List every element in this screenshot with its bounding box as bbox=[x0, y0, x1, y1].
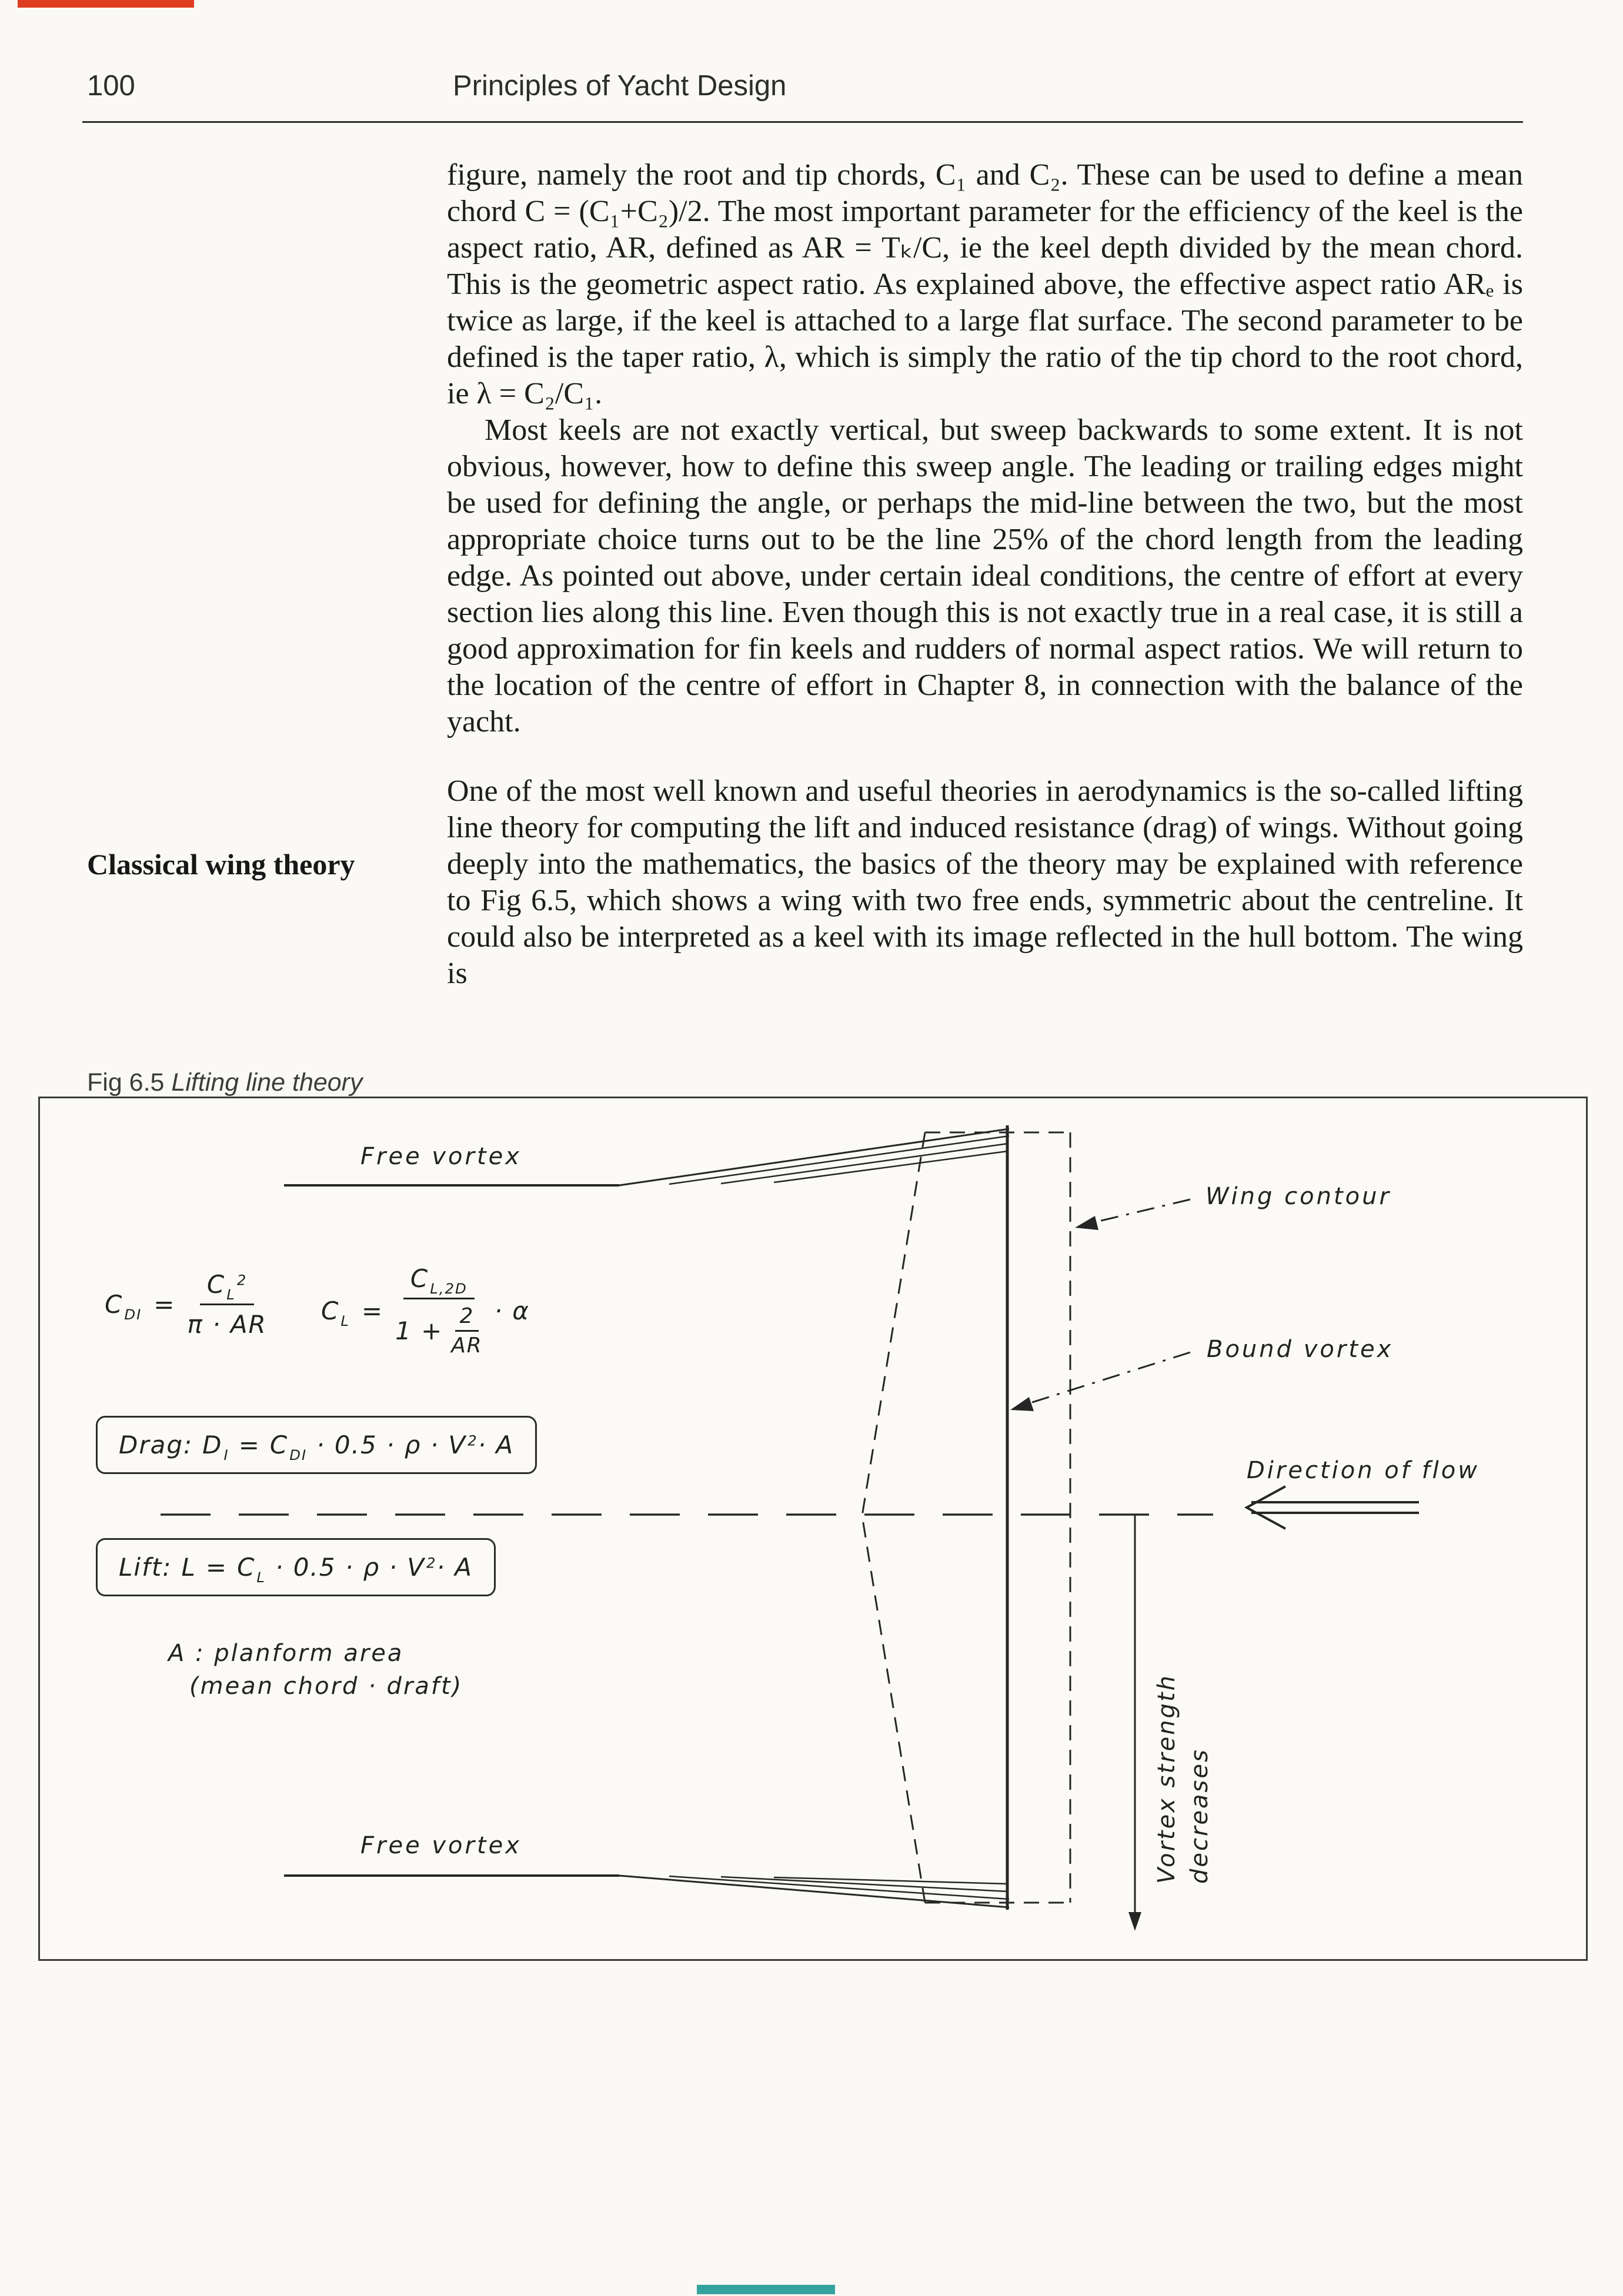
figure-6-5 bbox=[38, 1097, 1588, 1961]
lift-label: Lift: bbox=[119, 1553, 172, 1582]
section-heading: Classical wing theory bbox=[87, 848, 355, 881]
wing-contour-leader-arrow bbox=[1075, 1216, 1098, 1230]
vortex-strength-line2: decreases bbox=[1186, 1748, 1213, 1884]
lift-formula-box: Lift: L = C L · 0.5 · ρ · V 2 · A bbox=[96, 1538, 496, 1596]
scan-artifact-bottom bbox=[697, 2285, 835, 2294]
free-vortex-bottom-label: Free vortex bbox=[360, 1832, 522, 1859]
formula-cl-lhs: C L bbox=[321, 1296, 350, 1329]
paragraph-3: One of the most well known and useful theories in aerodynamics is the so-called lifting line theory for computing the lift and induced resistance (drag) of wings. Without going deeply into the mathematics, the basics of the theory may be explained with reference to Fig 6.5, which shows a wing with two free ends, symmetric about the centreline. It could also be interpreted as a keel with its image reflected in the hull bottom. The wing is bbox=[447, 774, 1523, 990]
header-rule bbox=[82, 121, 1523, 123]
lifting-line-diagram bbox=[40, 1098, 1586, 1959]
bound-vortex-label: Bound vortex bbox=[1207, 1336, 1394, 1363]
formula-cdi-lhs: C DI bbox=[105, 1290, 142, 1323]
bound-vortex-leader bbox=[1027, 1352, 1190, 1404]
body-text-column bbox=[447, 157, 1523, 992]
figure-caption-number: Fig 6.5 bbox=[87, 1068, 165, 1097]
figure-caption bbox=[87, 1068, 363, 1097]
formula-cl-fraction: C L,2D 1 + $\frac{2}{AR}$ bbox=[395, 1264, 483, 1358]
planform-area-line1: A : planform area bbox=[168, 1640, 404, 1667]
vortex-strength-line1: Vortex strength bbox=[1153, 1674, 1180, 1884]
page-number: 100 bbox=[87, 70, 135, 102]
vortex-strength-arrowhead bbox=[1128, 1912, 1141, 1931]
vortex-strength-label bbox=[1150, 1674, 1216, 1884]
free-vortex-top-label: Free vortex bbox=[360, 1143, 522, 1170]
page-header bbox=[82, 69, 1523, 107]
planform-area-line2: (mean chord · draft) bbox=[189, 1673, 463, 1700]
direction-of-flow-label: Direction of flow bbox=[1247, 1457, 1480, 1484]
wing-contour-leader bbox=[1091, 1199, 1190, 1223]
page-title: Principles of Yacht Design bbox=[453, 70, 787, 102]
equals-sign: = bbox=[153, 1290, 176, 1319]
bound-vortex-leader-arrow bbox=[1010, 1397, 1034, 1411]
paragraph-2: Most keels are not exactly vertical, but sweep backwards to some extent. It is not obvious, however, how to define this sweep angle. The leading or trailing edges might be used for defining the angle, or perhaps the mid-line between the two, but the most appropriate choice turns out to be the line 25% of the chord length from the leading edge. As pointed out above, under certain ideal conditions, the centre of effort at every section lies along this line. Even though this is not exactly true in a real case, it is still a good approximation for fin keels and rudders of normal aspect ratios. We will return to the location of the centre of effort in Chapter 8, in connection with the balance of the yacht. bbox=[447, 413, 1523, 738]
figure-caption-title: Lifting line theory bbox=[171, 1068, 363, 1097]
paragraph-1: figure, namely the root and tip chords, C₁ and C₂. These can be used to define a mean chord C = (C₁+C₂)/2. The most important parameter for the efficiency of the keel is the aspect ratio, AR, defined as AR = Tₖ/C, ie the keel depth divided by the mean chord. This is the geometric aspect ratio. As explained above, the effective aspect ratio ARₑ is twice as large, if the keel is attached to a large flat surface. The second parameter to be defined is the taper ratio, λ, which is simply the ratio of the tip chord to the root chord, ie λ = C₂/C₁. bbox=[447, 158, 1523, 410]
formula-cdi bbox=[105, 1270, 267, 1339]
equals-sign: = bbox=[361, 1296, 384, 1325]
wing-contour-label: Wing contour bbox=[1205, 1183, 1391, 1210]
free-vortex-bottom-lines bbox=[284, 1876, 1009, 1907]
direction-of-flow-arrow bbox=[1247, 1486, 1419, 1529]
mini-fraction: $\frac{2}{AR}$ bbox=[451, 1304, 483, 1358]
formula-cl bbox=[321, 1264, 530, 1358]
planform-area-note bbox=[168, 1637, 463, 1703]
drag-formula-box: Drag: D I = C DI · 0.5 · ρ · V 2 · A bbox=[96, 1416, 537, 1474]
wing-contour-outline bbox=[862, 1132, 1070, 1903]
main-content bbox=[82, 157, 1523, 1097]
formula-cl-tail: · α bbox=[494, 1296, 530, 1325]
formula-cdi-fraction: C L 2 π · AR bbox=[187, 1270, 267, 1339]
drag-label: Drag: bbox=[119, 1431, 193, 1459]
